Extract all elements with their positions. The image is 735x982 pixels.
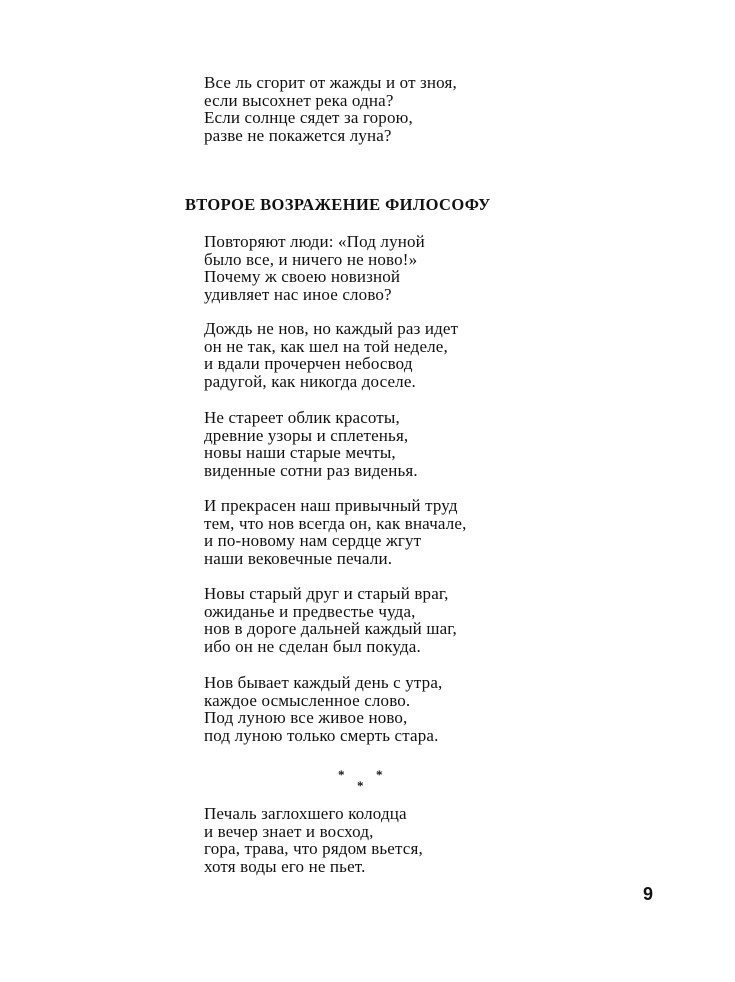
poem-line: радугой, как никогда доселе. bbox=[204, 371, 416, 391]
poem-line: и вдали прочерчен небосвод bbox=[204, 354, 413, 374]
poem-line: разве не покажется луна? bbox=[204, 125, 392, 145]
poem-title: ВТОРОЕ ВОЗРАЖЕНИЕ ФИЛОСОФУ bbox=[185, 195, 491, 214]
poem-line: хотя воды его не пьет. bbox=[204, 856, 366, 876]
poem-line: новы наши старые мечты, bbox=[204, 443, 396, 463]
poem-line: И прекрасен наш привычный труд bbox=[204, 496, 458, 515]
poem-line: Под луною все живое ново, bbox=[204, 708, 408, 728]
poem-line: и по-новому нам сердце жгут bbox=[204, 531, 422, 551]
stanza-2 bbox=[204, 320, 458, 390]
poem-line: нов в дороге дальней каждый шаг, bbox=[204, 619, 457, 639]
asterism-separator bbox=[336, 766, 386, 793]
separator-star: * bbox=[376, 767, 383, 782]
stanza-6 bbox=[204, 674, 442, 744]
stanza-4 bbox=[204, 497, 466, 567]
poem-line: каждое осмысленное слово. bbox=[204, 690, 411, 710]
poem-line: Нов бывает каждый день с утра, bbox=[204, 673, 443, 692]
stanza-5 bbox=[204, 585, 457, 655]
poem-line: и вечер знает и восход, bbox=[204, 821, 374, 841]
poem-line: под луною только смерть стара. bbox=[204, 725, 439, 745]
poem-line: Почему ж своею новизной bbox=[204, 267, 401, 287]
poem-line: удивляет нас иное слово? bbox=[204, 284, 392, 304]
separator-star: * bbox=[338, 767, 345, 782]
poem-line: Дождь не нов, но каждый раз идет bbox=[204, 319, 459, 338]
stanza-1 bbox=[204, 233, 425, 303]
separator-star: * bbox=[357, 778, 364, 793]
poem-line: Повторяют люди: «Под луной bbox=[204, 232, 425, 251]
poem-line: Печаль заглохшего колодца bbox=[204, 804, 407, 823]
poem-line: Не стареет облик красоты, bbox=[204, 408, 400, 427]
poem-line: Новы старый друг и старый враг, bbox=[204, 584, 449, 603]
poem-line: ожиданье и предвестье чуда, bbox=[204, 601, 416, 621]
poem-line: было все, и ничего не ново!» bbox=[204, 249, 418, 269]
poem-line: ибо он не сделан был покуда. bbox=[204, 636, 421, 656]
poem-line: древние узоры и сплетенья, bbox=[204, 425, 409, 445]
stanza-next-poem bbox=[204, 805, 423, 875]
poem-line: если высохнет река одна? bbox=[204, 90, 394, 110]
stanza-previous-poem bbox=[204, 74, 457, 144]
poem-line: виденные сотни раз виденья. bbox=[204, 460, 418, 480]
stanza-3 bbox=[204, 409, 418, 479]
poem-line: он не так, как шел на той неделе, bbox=[204, 336, 448, 356]
poem-line: наши вековечные печали. bbox=[204, 548, 393, 568]
poem-line: Если солнце сядет за горою, bbox=[204, 108, 413, 128]
page-number: 9 bbox=[643, 884, 654, 904]
poem-line: гора, трава, что рядом вьется, bbox=[204, 839, 423, 859]
poem-line: тем, что нов всегда он, как вначале, bbox=[204, 513, 467, 533]
poem-line: Все ль сгорит от жажды и от зноя, bbox=[204, 73, 457, 92]
